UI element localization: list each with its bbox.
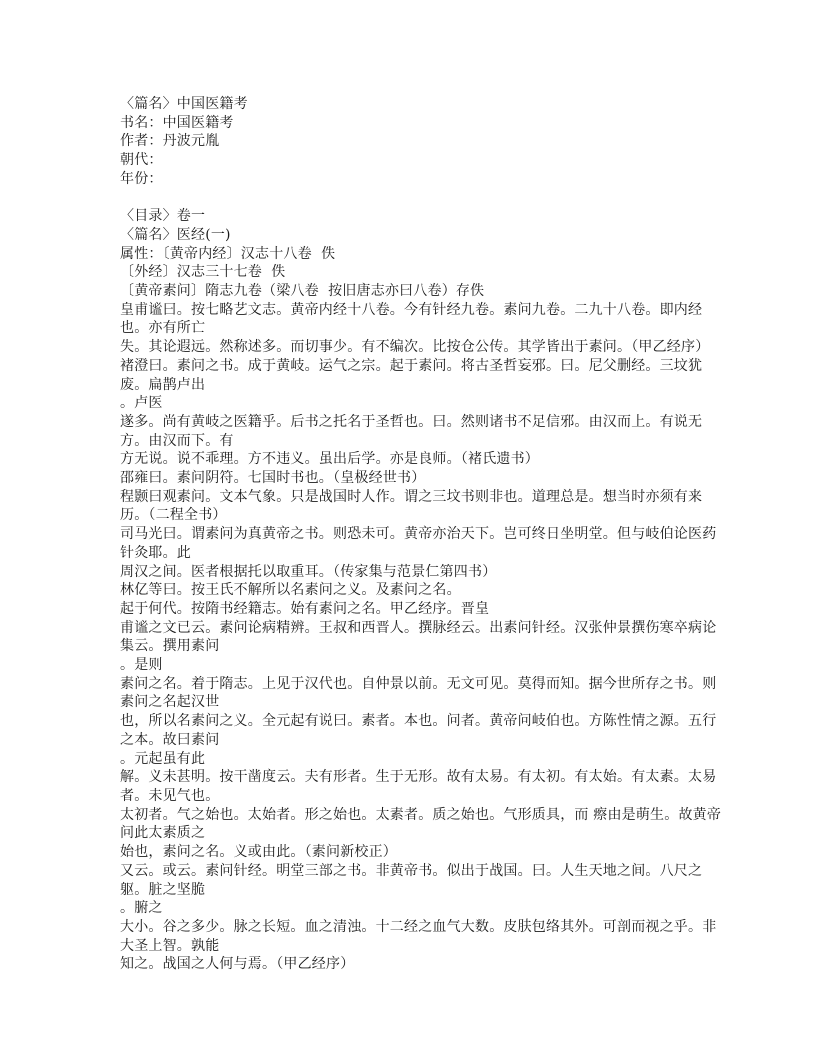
document-page [120,95,722,974]
text-line: 司马光曰。谓素问为真黄帝之书。则恐未可。黄帝亦治天下。岂可终日坐明堂。但与岐伯论医药针灸耶。此 [120,526,717,561]
text-line: 。卢医 [120,395,163,412]
chapter-title: 〈篇名〉中国医籍考 [120,96,248,112]
text-line: 失。其论遐远。然称述多。而切事少。有不编次。比按仓公传。其学皆出于素问。（甲乙经序） [120,339,710,356]
text-line: 解。义未甚明。按干凿度云。夫有形者。生于无形。故有太易。有太初。有太始。有太素。太易者。未见气也。 [120,769,717,804]
text-line: 皇甫谧曰。按七略艺文志。黄帝内经十八卷。今有针经九卷。素问九卷。二九十八卷。即内经也。亦有所亡 [120,301,703,337]
text-line: 素问之名。着于隋志。上见于汉代也。自仲景以前。无文可见。莫得而知。据今世所存之书。则素问之名起汉世 [120,675,717,711]
text-line: 又云。或云。素问针经。明堂三部之书。非黄帝书。似出于战国。曰。人生天地之间。八尺之躯。脏之坚脆 [120,862,703,898]
text-line: 褚澄曰。素问之书。成于黄岐。运气之宗。起于素问。将古圣哲妄邪。曰。尼父删经。三坟犹废。扁鹊卢出 [120,357,703,393]
text-line: 林亿等曰。按王氏不解所以名素问之义。及素问之名。 [120,582,461,599]
text-line: 。元起虽有此 [120,750,206,767]
text-line: 太初者。气之始也。太始者。形之始也。太素者。质之始也。气形质具，而 瘵由是萌生。故黄帝问此太素质之 [120,806,722,842]
text-line: 也，所以名素问之义。全元起有说曰。素者。本也。问者。黄帝问岐伯也。方陈性情之源。五行之本。故曰素问 [120,713,717,748]
text-line: 方无说。说不乖理。方不违义。虽出后学。亦是良师。（褚氏遗书） [120,451,539,468]
dynasty: 朝代： [120,152,163,169]
blank-line [120,189,722,208]
text-line: 〈篇名〉医经(一) [120,226,231,243]
text-line: 甫谧之文已云。素问论病精辨。王叔和西晋人。撰脉经云。出素问针经。汉张仲景撰伤寒卒病论集云。撰用素问 [120,619,717,655]
text-line: 周汉之间。医者根据托以取重耳。（传家集与范景仁第四书） [120,563,497,580]
text-line: 。腑之 [120,900,163,917]
text-line: 。是则 [120,657,163,674]
text-line: 遂多。尚有黄岐之医籍乎。后书之托名于圣哲也。曰。然则诸书不足信邪。由汉而上。有说无方。由汉而下。有 [120,413,703,449]
book-name: 书名：中国医籍考 [120,114,234,131]
text-line: 〔黄帝素问〕隋志九卷（梁八卷 按旧唐志亦曰八卷）存佚 [120,283,485,300]
text-line: 邵雍曰。素问阴符。七国时书也。（皇极经世书） [120,470,426,487]
text-line: 〔外经〕汉志三十七卷 佚 [120,264,286,281]
text-line: 属性：〔黄帝内经〕汉志十八卷 佚 [120,245,336,262]
text-line: 大小。谷之多少。脉之长短。血之清浊。十二经之血气大数。皮肤包络其外。可剖而视之乎。非大圣上智。孰能 [120,918,717,954]
author: 作者：丹波元胤 [120,133,220,150]
text-line: 知之。战国之人何与焉。（甲乙经序） [120,956,355,973]
year: 年份： [120,170,163,187]
document-body [120,207,722,974]
text-line: 〈目录〉卷一 [120,208,206,225]
text-line: 始也，素问之名。义或由此。（素问新校正） [120,844,397,861]
text-line: 起于何代。按隋书经籍志。始有素问之名。甲乙经序。晋皇 [120,600,490,617]
text-line: 程颢曰观素问。文本气象。只是战国时人作。谓之三坟书则非也。道理总是。想当时亦须有来历。（二程全书） [120,488,703,524]
